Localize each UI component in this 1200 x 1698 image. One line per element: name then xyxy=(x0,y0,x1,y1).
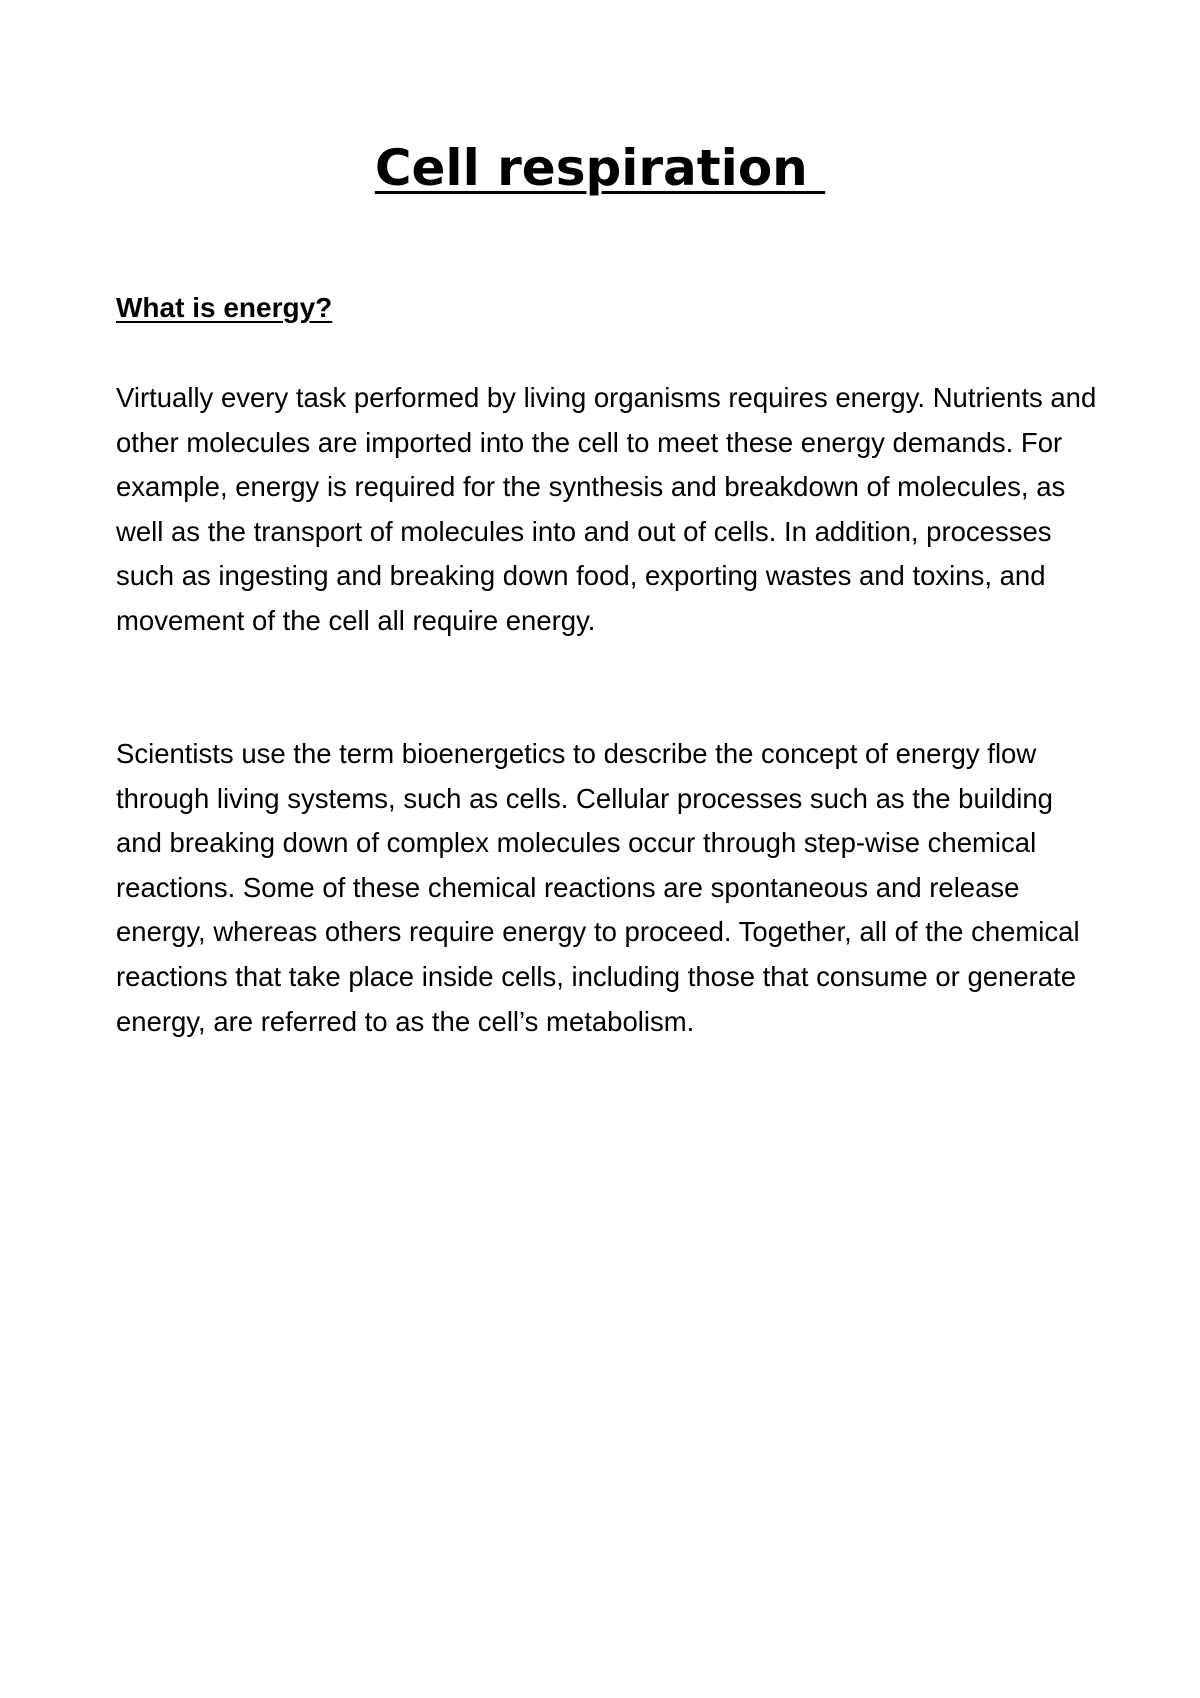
body-paragraph-1: Virtually every task performed by living organisms requires energy. Nutrients and other molecules are imported into the cell to meet these energy demands. For example, energy is required for the synthesis and breakdown of molecules, as well as the transport of molecules into and out of cells. In addition, processes such as ingesting and breaking down food, exporting wastes and toxins, and movement of the cell all require energy. xyxy=(116,382,1097,636)
body-paragraph-2: Scientists use the term bioenergetics to describe the concept of energy flow through living systems, such as cells. Cellular processes such as the building and breaking down of complex molecules occur through step-wise chemical reactions. Some of these chemical reactions are spontaneous and release energy, whereas others require energy to proceed. Together, all of the chemical reactions that take place inside cells, including those that consume or generate energy, are referred to as the cell’s metabolism. xyxy=(116,738,1080,1037)
document-title-text: Cell respiration xyxy=(374,139,826,197)
document-title xyxy=(0,138,1200,198)
section-heading: What is energy? xyxy=(116,292,333,323)
